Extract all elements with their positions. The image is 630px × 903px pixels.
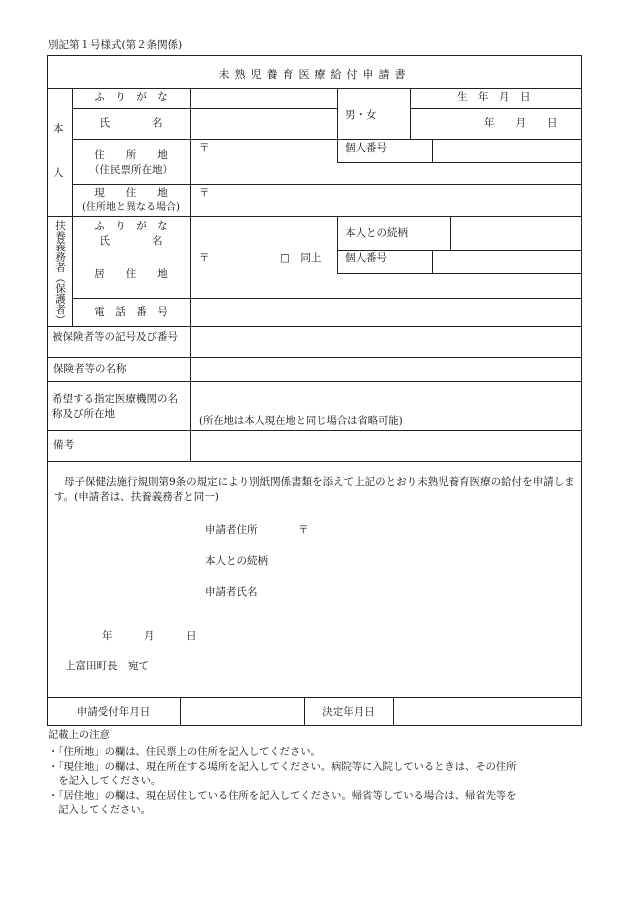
- patient-name-field[interactable]: [191, 109, 336, 138]
- hospital-label: 希望する指定医療機関の名称及び所在地: [52, 393, 178, 420]
- birth-date-field[interactable]: 年 月 日: [484, 117, 558, 129]
- guardian-my-number-label: 個人番号: [345, 252, 387, 264]
- insurance-number-field[interactable]: [191, 328, 581, 356]
- form-title: 未熟児養育医療給付申請書: [218, 68, 411, 81]
- received-date-label: 申請受付年月日: [76, 706, 151, 718]
- birth-date-label: 生 年 月 日: [457, 91, 531, 103]
- patient-name-label: 氏 名: [99, 117, 163, 129]
- addressee: 上富田町長 宛て: [65, 660, 149, 672]
- insurer-field[interactable]: [191, 359, 581, 380]
- residence-label: 居 住 地: [94, 268, 168, 280]
- note-item: ・「居住地」の欄は、現在居住している住所を記入してください。帰省等している場合は、帰省先等を: [48, 789, 517, 802]
- patient-furigana-field[interactable]: [191, 89, 336, 107]
- sex-selector[interactable]: 男・女: [345, 109, 377, 121]
- patient-my-number-label: 個人番号: [345, 142, 387, 154]
- patient-side-label-bottom: 人: [53, 167, 64, 179]
- same-as-above-checkbox[interactable]: □ 同上: [280, 252, 322, 264]
- insurance-number-label: 被保険者等の記号及び番号: [52, 331, 178, 343]
- applicant-address-field[interactable]: [310, 521, 570, 539]
- guardian-my-number-field[interactable]: [433, 251, 581, 272]
- guardian-relation-label: 本人との続柄: [345, 227, 408, 239]
- remarks-field[interactable]: [191, 432, 581, 460]
- notes-list: [48, 745, 608, 818]
- address-label: 住 所 地: [94, 149, 168, 161]
- address-sub-label: （住民票所在地）: [89, 164, 173, 176]
- form-number-label: 別記第１号様式(第２条関係): [48, 39, 183, 51]
- address-field[interactable]: [210, 141, 336, 183]
- note-item: ・「現住地」の欄は、現在所在する場所を記入してください。病院等に入院しているときは、その住所: [48, 760, 517, 773]
- note-item: ・「住所地」の欄は、住民票上の住所を記入してください。: [48, 746, 321, 758]
- received-date-field[interactable]: [181, 699, 303, 725]
- note-item: 記入してください。: [48, 804, 151, 816]
- guardian-side-label: 扶養義務者（保護者）: [54, 220, 66, 325]
- applicant-name-label: 申請者氏名: [205, 586, 258, 598]
- decision-date-field[interactable]: [394, 699, 581, 725]
- insurer-label: 保険者等の名称: [53, 363, 127, 375]
- patient-side-label-top: 本: [53, 123, 64, 135]
- phone-label: 電 話 番 号: [94, 306, 168, 318]
- guardian-name-field[interactable]: [191, 218, 336, 249]
- applicant-relation-label: 本人との続柄: [205, 555, 268, 567]
- declaration-text: 母子保健法施行規則第9条の規定により別紙関係書類を添えて上記のとおり未熟児養育医療の給付を申請します。(申請者は、扶養義務者と同一): [54, 476, 575, 503]
- applicant-address-label: 申請者住所: [205, 524, 258, 536]
- hospital-note: (所在地は本人現在地と同じ場合は省略可能): [199, 415, 403, 427]
- residence-postal-mark: 〒: [199, 252, 210, 264]
- patient-my-number-field[interactable]: [433, 140, 581, 161]
- applicant-relation-field[interactable]: [280, 552, 570, 570]
- guardian-name-label: 氏 名: [99, 235, 163, 247]
- current-address-field[interactable]: [210, 186, 580, 214]
- note-item: を記入してください。: [48, 775, 162, 787]
- remarks-label: 備考: [53, 439, 74, 451]
- notes-heading: 記載上の注意: [48, 729, 110, 741]
- hospital-field[interactable]: [191, 383, 581, 413]
- phone-field[interactable]: [191, 300, 581, 325]
- decision-date-label: 決定年月日: [322, 706, 375, 718]
- current-address-label: 現 住 地: [94, 187, 168, 199]
- applicant-name-field[interactable]: [280, 583, 570, 601]
- current-address-sub-label: (住所地と異なる場合): [82, 202, 180, 213]
- patient-furigana-label: ふ り が な: [94, 91, 168, 103]
- application-date[interactable]: 年 月 日: [102, 630, 197, 642]
- applicant-postal-mark: 〒: [298, 524, 309, 536]
- guardian-relation-field[interactable]: [451, 218, 581, 249]
- residence-field[interactable]: [191, 266, 336, 297]
- address-postal-mark: 〒: [199, 142, 210, 154]
- guardian-furigana-label: ふ り が な: [94, 220, 168, 232]
- current-address-postal-mark: 〒: [199, 187, 210, 199]
